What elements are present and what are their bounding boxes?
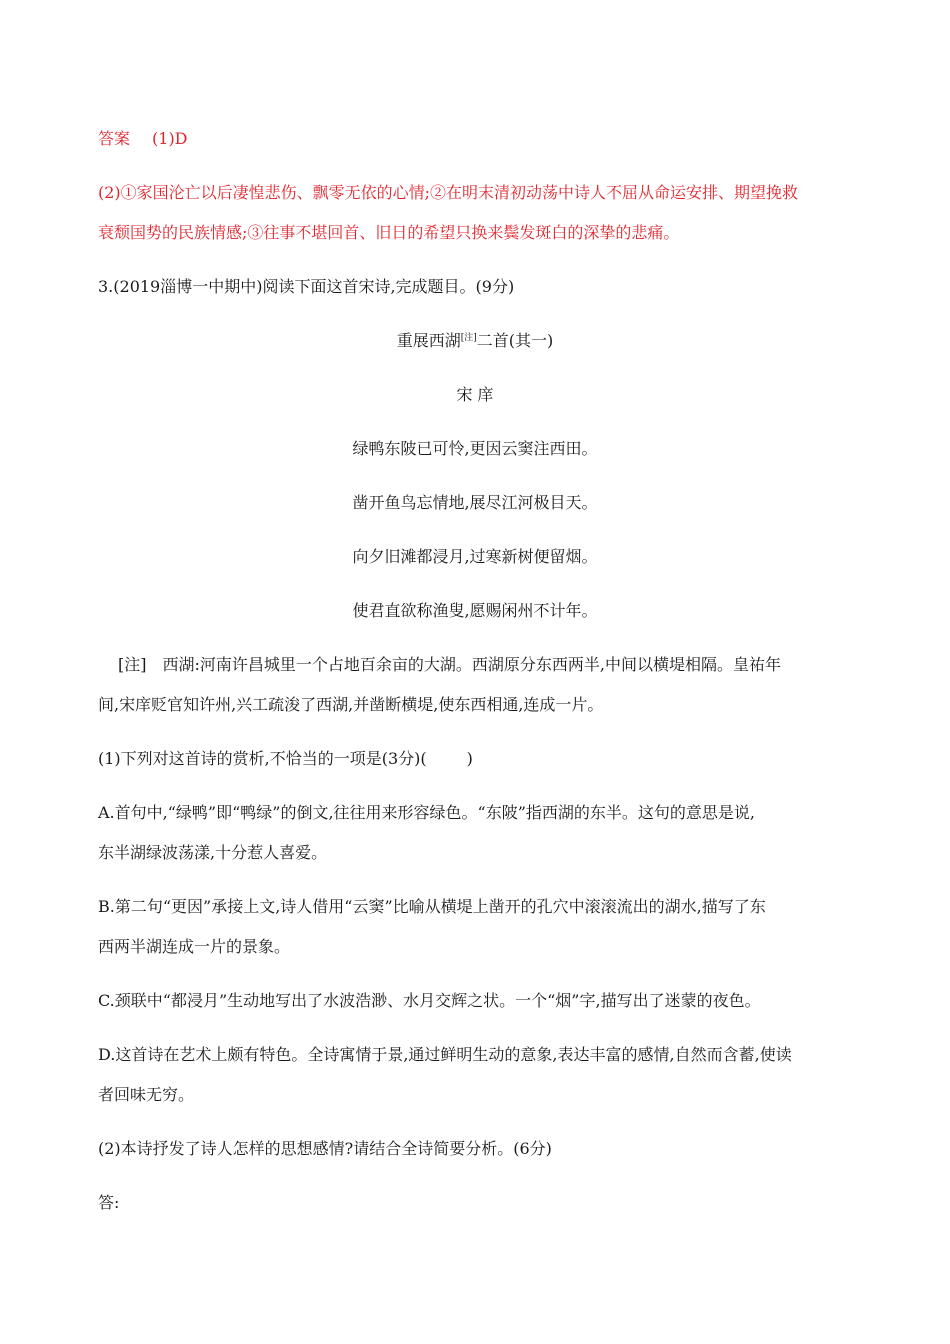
answer-part1: (1)D — [152, 129, 188, 148]
poem-line: 向夕旧滩都浸月,过寒新树便留烟。 — [352, 547, 598, 566]
answer-prompt: 答: — [98, 1193, 120, 1212]
answer-part2-line1: (2)①家国沦亡以后凄惶悲伤、飘零无依的心情;②在明末清初动荡中诗人不屈从命运安排、期望挽救 — [98, 183, 799, 202]
question3-intro: 3.(2019淄博一中期中)阅读下面这首宋诗,完成题目。(9分) — [98, 277, 515, 296]
answer-heading — [98, 128, 858, 150]
subquestion-2: (2)本诗抒发了诗人怎样的思想感情?请结合全诗简要分析。(6分) — [98, 1139, 552, 1158]
poem-line: 使君直欲称渔叟,愿赐闲州不计年。 — [352, 601, 598, 620]
poem-title-suffix: 二首(其一) — [476, 331, 554, 350]
option-a-line1: A.首句中,“绿鸭”即“鸭绿”的倒文,往往用来形容绿色。“东陂”指西湖的东半。这句的意思是说, — [98, 803, 755, 822]
poem-author: 宋 庠 — [456, 385, 494, 404]
answer-label: 答案 — [98, 129, 131, 148]
option-c-line1: C.颈联中“都浸月”生动地写出了水波浩渺、水月交辉之状。一个“烟”字,描写出了迷蒙的夜色。 — [98, 991, 761, 1010]
option-d-line1: D.这首诗在艺术上颇有特色。全诗寓情于景,通过鲜明生动的意象,表达丰富的感情,自然而含蓄,使读 — [98, 1045, 792, 1064]
subquestion-1 — [98, 748, 858, 770]
poem-title-main: 重展西湖 — [396, 331, 461, 350]
option-d-line2: 者回味无穷。 — [98, 1085, 195, 1104]
poem-title — [0, 330, 950, 352]
answer-part2-line2: 衰颓国势的民族情感;③往事不堪回首、旧日的希望只换来鬓发斑白的深挚的悲痛。 — [98, 223, 680, 242]
option-a-line2: 东半湖绿波荡漾,十分惹人喜爱。 — [98, 843, 328, 862]
poem-note-line2: 间,宋庠贬官知许州,兴工疏浚了西湖,并凿断横堤,使东西相通,连成一片。 — [98, 695, 604, 714]
poem-title-note-marker: [注] — [460, 333, 477, 343]
poem-note-line1: [注] 西湖:河南许昌城里一个占地百余亩的大湖。西湖原分东西两半,中间以横堤相隔。皇祐年 — [118, 655, 781, 674]
subquestion-1-text: (1)下列对这首诗的赏析,不恰当的一项是(3分)( — [98, 749, 427, 768]
poem-line: 绿鸭东陂已可怜,更因云窦注西田。 — [352, 439, 598, 458]
poem-line: 凿开鱼鸟忘情地,展尽江河极目天。 — [352, 493, 598, 512]
option-b-line1: B.第二句“更因”承接上文,诗人借用“云窦”比喻从横堤上凿开的孔穴中滚滚流出的湖水,描写了东 — [98, 897, 766, 916]
subquestion-1-close: ) — [466, 749, 473, 768]
option-b-line2: 西两半湖连成一片的景象。 — [98, 937, 291, 956]
